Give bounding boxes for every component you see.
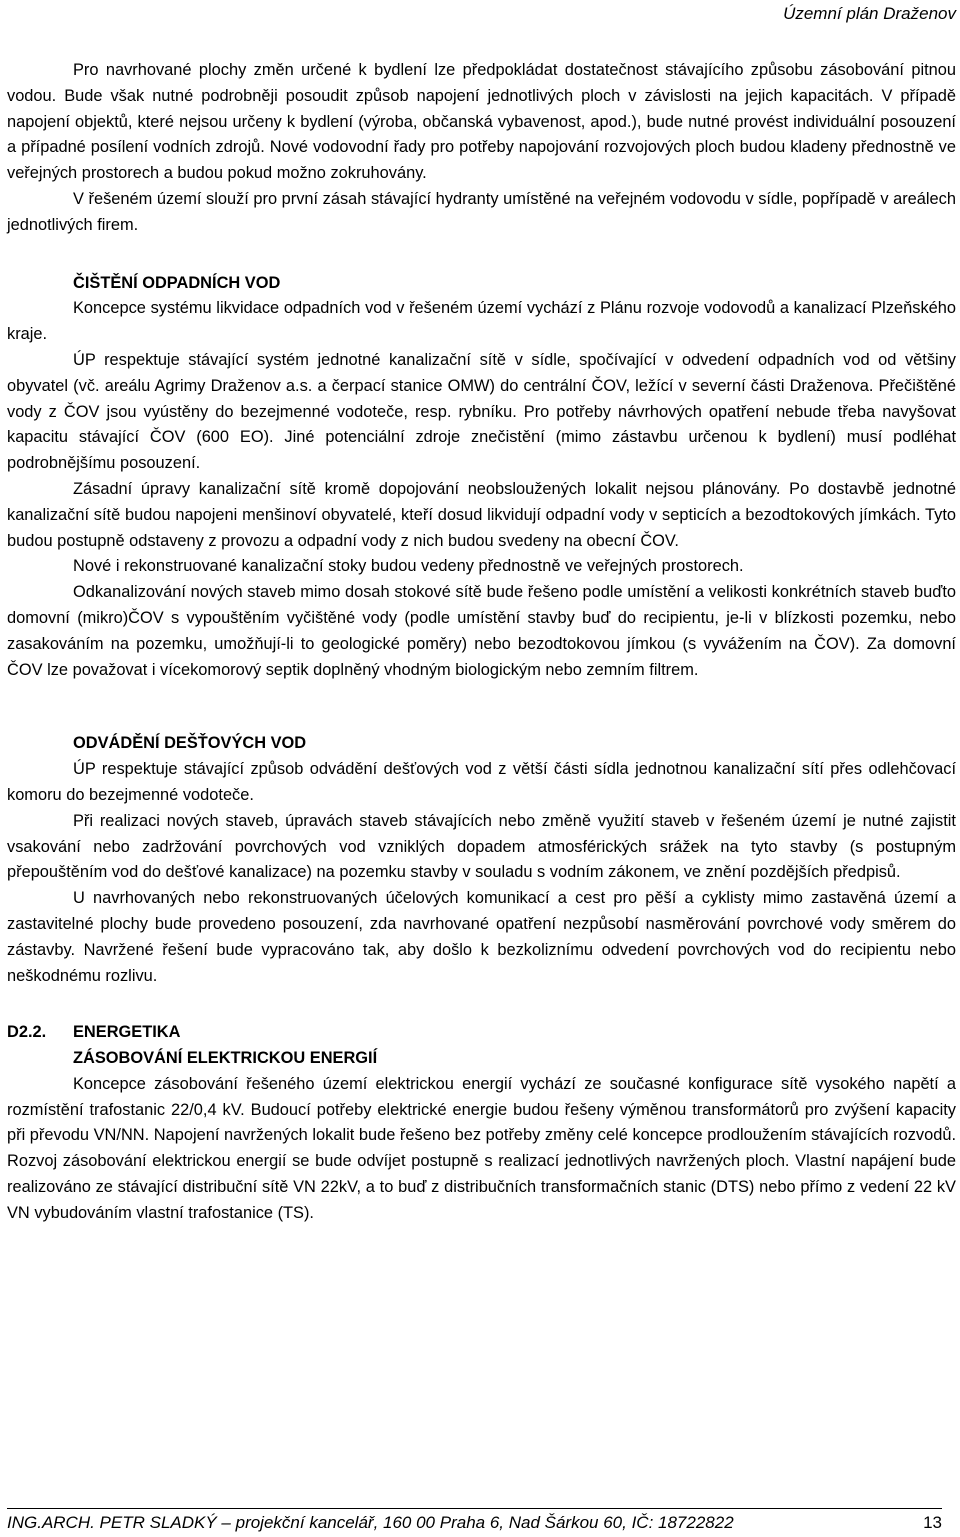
paragraph-hydrants: V řešeném území slouží pro první zásah stávající hydranty umístěné na veřejném vodovodu v sídle, popřípadě v areálech jednotlivých firem. [7,189,956,234]
paragraph-cisteni-1: Koncepce systému likvidace odpadních vod v řešeném území vychází z Plánu rozvoje vodovodů a kanalizací Plzeňského kraje. [7,299,956,344]
paragraph-odvadeni-1: ÚP respektuje stávající způsob odvádění dešťových vod z větší části sídla jednotnou kanalizační sítí přes odlehčovací komoru do bezejmenné vodoteče. [7,760,956,804]
paragraph-water-supply: Pro navrhované plochy změn určené k bydlení lze předpokládat dostatečnost stávajícího způsobu zásobování pitnou vodou. Bude však nutné podrobněji posoudit způsob napojení jednotlivých ploch v závislosti na jejich kapacitách. V případě napojení objektů, které nejsou určeny k bydlení (výroba, občanská vybavenost, apod.), bude nutné provést individuální posouzení a případné posílení vodních zdrojů. Nové vodovodní řady pro potřeby napojování rozvojových ploch budou kladeny přednostně ve veřejných prostorech a budou pokud možno zokruhovány. [7,61,956,183]
page-number: 13 [923,1513,942,1532]
heading-zasobovani-elektrickou-energii: ZÁSOBOVÁNÍ ELEKTRICKOU ENERGIÍ [73,1049,378,1068]
paragraph-cisteni-2: ÚP respektuje stávající systém jednotné kanalizační sítě v sídle, spočívající v odvedení odpadních vod od většiny obyvatel (vč. areálu Agrimy Draženov a.s. a čerpací stanice OMW) do centrální ČOV, ležící v severní části Draženova. Přečištěné vody z ČOV jsou vyústěny do bezejmenné vodoteče, resp. rybníku. Pro potřeby návrhových opatření nebude třeba navyšovat kapacitu stávající ČOV (600 EO). Jiné potenciální zdroje znečistění (mimo zástavbu určenou k bydlení) musí podléhat podrobnějšímu posouzení. [7,350,956,473]
paragraph-cisteni-5: Odkanalizování nových staveb mimo dosah stokové sítě bude řešeno podle umístění a velikosti konkrétních staveb buďto domovní (mikro)ČOV s vypouštěním vyčištěné vody (podle umístění stavby buď do recipientu, je-li v blízkosti pozemku, nebo zasakováním na pozemku, umožňují-li to geologické poměry) nebo bezodtokovou jímkou (s vyvážením na ČOV). Za domovní ČOV lze považovat i vícekomorový septik doplněný vhodným biologickým nebo zemním filtrem. [7,583,956,679]
footer-company-text: ING.ARCH. PETR SLADKÝ – projekční kancelář, 160 00 Praha 6, Nad Šárkou 60, IČ: 18722822 [7,1513,734,1532]
heading-cisteni-odpadnich-vod: ČIŠTĚNÍ ODPADNÍCH VOD [73,273,281,292]
paragraph-odvadeni-2: Při realizaci nových staveb, úpravách staveb stávajících nebo změně využití staveb v řešeném území je nutné zajistit vsakování nebo zadržování povrchových vod vzniklých dopadem atmosférických srážek na tyto stavby (s postupným přepouštěním vod do dešťové kanalizace) na pozemku stavby v souladu s vodním zákonem, ve znění pozdějších předpisů. [7,811,956,882]
section-heading-energetika [7,1020,956,1046]
paragraph-cisteni-3: Zásadní úpravy kanalizační sítě kromě dopojování neobsloužených lokalit nejsou plánovány. Po dostavbě jednotné kanalizační sítě budou napojeni menšinoví obyvatelé, kteří dosud likvidují odpadní vody v septicích a bezodtokových jímkách. Tyto budou postupně odstaveny z provozu a odpadní vody z nich budou svedeny na obecní ČOV. [7,479,956,550]
document-header-title: Územní plán Draženov [783,4,956,23]
paragraph-cisteni-4: Nové i rekonstruované kanalizační stoky budou vedeny přednostně ve veřejných prostorech. [73,557,744,576]
section-number: D2.2. [7,1023,47,1042]
document-body [7,58,956,1227]
section-title: ENERGETIKA [73,1023,181,1042]
paragraph-energetika-1: Koncepce zásobování řešeného území elektrickou energií vychází ze současné konfigurace sítě vysokého napětí a rozmístění trafostanic 22/0,4 kV. Budoucí potřeby elektrické energie budou řešeny výměnou transformátorů pro zvýšení kapacity při převodu VN/NN. Napojení navržených lokalit bude řešeno bez potřeby změny celé koncepce prodloužením stávajících rozvodů. Rozvoj zásobování elektrickou energií se bude odvíjet postupně s realizací jednotlivých navržených ploch. Vlastní napájení bude realizováno ze stávající distribuční sítě VN 22kV, a to buď z distribučních transformačních stanic (DTS) nebo přímo z vedení 22 kV VN vybudováním vlastní trafostanice (TS). [7,1074,956,1222]
heading-odvadeni-destovych-vod: ODVÁDĚNÍ DEŠŤOVÝCH VOD [73,734,307,753]
document-footer [7,1508,942,1533]
paragraph-odvadeni-3: U navrhovaných nebo rekonstruovaných účelových komunikací a cest pro pěší a cyklisty mimo zastavěná území a zastavitelné plochy bude provedeno posouzení, zda navrhované opatření nezpůsobí nasměrování povrchové vody směrem do zástavby. Navržené řešení bude vypracováno tak, aby došlo k bezkoliznímu odvedení povrchových vod do recipientu nebo neškodnému rozlivu. [7,889,956,985]
